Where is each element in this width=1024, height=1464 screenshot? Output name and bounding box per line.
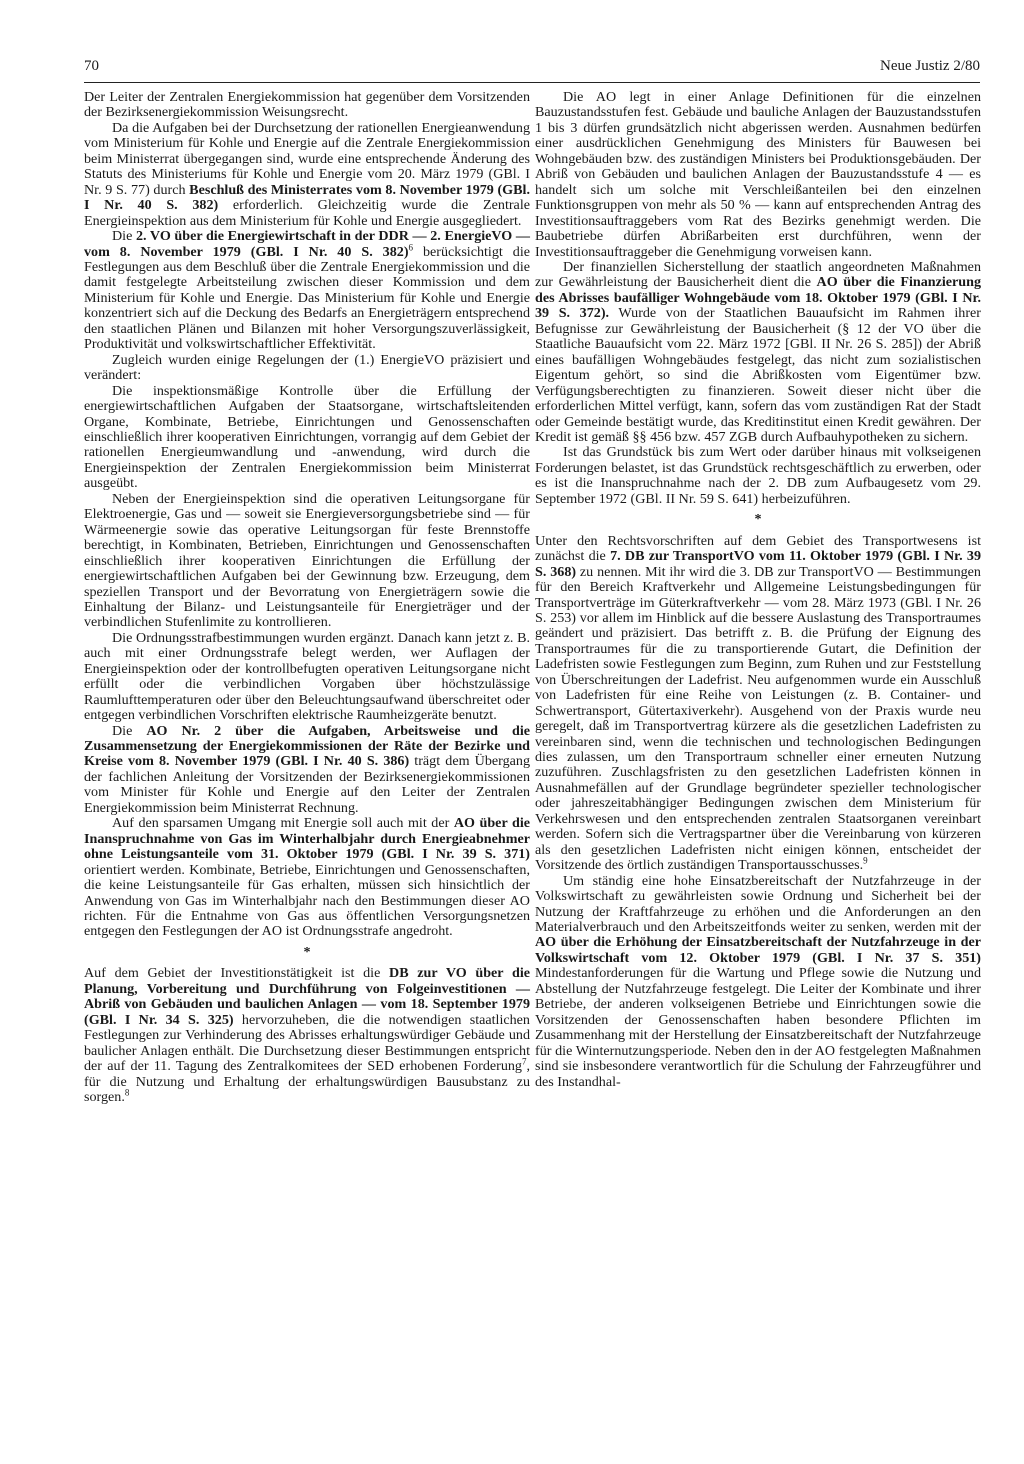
paragraph [535, 260, 981, 445]
footnote-ref: 7 [521, 1056, 527, 1067]
text-run: Neben der Energieinspektion sind die operativen Leitungsorgane für Elektroenergie, Gas und — soweit sie Energieversorgungsbetriebe sind — für Wärmeenergie sowie das operative Leitungsorgan für feste Brennstoffe berechtigt, in Kombinaten, Betrieben, Einrichtungen und Genossenschaften einschließlich ihrer kooperativen Einrichtungen die Erfüllung der energiewirtschaftlichen Aufgaben bei der Gewinnung bzw. Erzeugung, dem speziellen Transport und der Bevorratung von Energieträgern sowie die Einhaltung der Bilanz- und Leistungsanteile für Energieträger und der verbindlichen Stufenlimite zu kontrollieren. [84, 490, 530, 631]
paragraph [535, 534, 981, 874]
text-run: Auf dem Gebiet der Investitionstätigkeit ist die [84, 965, 390, 982]
text-run: berücksichtigt die Festlegungen aus dem Beschluß über die Zentrale Energiekommission und die damit festgelegte Arbeitsteilung zwischen dieser Kommission und dem Ministerium für Kohle und Energie. Das Ministerium für Kohle und Energie konzentriert sich auf die Deckung des Bedarfs an Energieträgern entsprechend den staatlichen Plänen und Bilanzen mit hoher Versorgungszuverlässigkeit, Produktivität und volkswirtschaftlicher Effektivität. [84, 243, 530, 353]
text-run: Der finanziellen Sicherstellung der staatlich angeordneten Maßnahmen zur Gewährleistung der Bausicherheit dient die [535, 258, 981, 291]
left-column [84, 90, 530, 1105]
text-run: Die inspektionsmäßige Kontrolle über die Erfüllung der energiewirtschaftlichen Aufgaben der Staatsorgane, wirtschaftsleitenden Organe, Kombinate, Betriebe, Einrichtungen und Genossenschaften einschließlich ihrer kooperativen Einrichtungen, vorrangig auf dem Gebiet der rationellen Energieumwandlung und -anwendung, wird durch die Energieinspektion der Zentralen Energiekommission beim Ministerrat ausgeübt. [84, 382, 530, 492]
journal-issue: Neue Justiz 2/80 [880, 58, 980, 74]
text-run: Wurde von der Staatlichen Bauaufsicht im Rahmen ihrer Befugnisse zur Gewährleistung der Bausicherheit (§ 12 der VO über die Staatliche Bauaufsicht vom 22. März 1972 [GBl. II Nr. 26 S. 285]) der Abriß eines baufälligen Wohngebäudes festgelegt, das nicht zum sozialistischen Eigentum gehört, so sind die Abrißkosten vom Eigentümer bzw. Verfügungsberechtigten zu finanzieren. Soweit dieser nicht über die erforderlichen Mittel verfügt, kann, sofern das vom zuständigen Rat der Stadt oder Gemeinde bestätigt wurde, das Kreditinstitut einen Kredit gewähren. Der Kredit ist gemäß §§ 456 bzw. 457 ZGB durch Aufbauhypotheken zu sichern. [535, 305, 981, 445]
page-header [84, 52, 980, 82]
paragraph [84, 966, 530, 1105]
paragraph [535, 874, 981, 1090]
paragraph [535, 445, 981, 507]
legal-citation: 2. VO über die Energiewirtschaft in der DDR — 2. EnergieVO — vom 8. November 1979 (GBl. I Nr. 40 S. 382) [84, 228, 530, 260]
paragraph [84, 631, 530, 724]
paragraph [84, 724, 530, 817]
text-run: Unter den Rechtsvorschriften auf dem Gebiet des Transportwesens ist zunächst die [535, 532, 981, 565]
text-run: Ist das Grundstück bis zum Wert oder darüber hinaus mit volkseigenen Forderungen belastet, ist das Grundstück rechtsgeschäftlich zu erwerben, oder es ist die Inanspruchnahme nach der 2. DB zum Aufbaugesetz vom 29. September 1972 (GBl. II Nr. 59 S. 641) herbeizuführen. [535, 444, 981, 507]
text-run: Zugleich wurden einige Regelungen der (1.) EnergieVO präzisiert und verändert: [84, 351, 530, 384]
footnote-ref: 6 [408, 241, 414, 252]
paragraph [84, 121, 530, 229]
header-rule [84, 82, 980, 83]
text-run: Auf den sparsamen Umgang mit Energie soll auch mit der [112, 815, 454, 832]
legal-citation: AO Nr. 2 über die Aufgaben, Arbeitsweise und die Zusammensetzung der Energiekommissionen der Räte der Bezirke und Kreise vom 8. November 1979 (GBl. I Nr. 40 S. 386) [84, 722, 530, 770]
footnote-ref: 8 [124, 1087, 130, 1098]
text-run: erforderlich. Gleichzeitig wurde die Zentrale Energieinspektion aus dem Ministerium für Kohle und Energie ausgegliedert. [84, 197, 530, 229]
legal-citation: AO über die Inanspruchnahme von Gas im Winterhalbjahr durch Energieabnehmer ohne Leistungsanteile vom 31. Oktober 1979 (GBl. I Nr. 39 S. 371) [84, 815, 530, 863]
text-run: Da die Aufgaben bei der Durchsetzung der rationellen Energieanwendung vom Ministerium für Kohle und Energie auf die Zentrale Energiekommission beim Ministerrat übergegangen sind, wurde eine entsprechende Änderung des Statuts des Ministeriums für Kohle und Energie vom 20. März 1979 (GBl. I Nr. 9 S. 77) durch [84, 119, 530, 198]
legal-citation: AO über die Finanzierung des Abrisses baufälliger Wohngebäude vom 18. Oktober 1979 (GBl. I Nr. 39 S. 372). [535, 274, 981, 322]
legal-citation: 7. DB zur TransportVO vom 11. Oktober 1979 (GBl. I Nr. 39 S. 368) [535, 548, 981, 580]
text-run: orientiert werden. Kombinate, Betriebe, Einrichtungen und Genossenschaften, die keine Leistungsanteile für Gas erhalten, müssen sich hinsichtlich der Anwendung von Gas im Winterhalbjahr nach den Bestimmungen dieser AO richten. Für die Entnahme von Gas aus öffentlichen Versorgungsnetzen entgegen den Festlegungen der AO ist Ordnungsstrafe angedroht. [84, 861, 530, 940]
page-number: 70 [84, 58, 99, 74]
text-run: * [754, 511, 762, 528]
text-run: * [303, 943, 311, 960]
legal-citation: DB zur VO über die Planung, Vorbereitung und Durchführung von Folgeinvestitionen — Abriß von Gebäuden und baulichen Anlagen — vom 18. September 1979 (GBl. I Nr. 34 S. 325) [84, 965, 530, 1028]
paragraph [84, 384, 530, 492]
paragraph [84, 90, 530, 121]
footnote-ref: 9 [863, 855, 868, 866]
paragraph [84, 816, 530, 940]
text-run: Mindestanforderungen für die Wartung und Pflege sowie die Nutzung und Abstellung der Nutzfahrzeuge festgelegt. Die Leiter der Kombinate und ihrer Betriebe, der anderen volkseigenen Betriebe und Einrichtungen sowie die Vorsitzenden der Genossenschaften haben besondere Pflichten im Zusammenhang mit der Herstellung der Einsatzbereitschaft der Nutzfahrzeuge für die Winternutzungsperiode. Neben den in der AO festgelegten Maßnahmen sind sie insbesondere verantwortlich für die Schulung der Fahrzeugführer und des Instandhal- [535, 965, 981, 1090]
legal-citation: AO über die Erhöhung der Einsatzbereitschaft der Nutzfahrzeuge in der Volkswirtschaft vom 12. Oktober 1979 (GBl. I Nr. 37 S. 351) [535, 934, 981, 966]
text-run: Die Ordnungsstrafbestimmungen wurden ergänzt. Danach kann jetzt z. B. auch mit einer Ordnungsstrafe belegt werden, wer Auflagen der Energieinspektion oder der kontrollbefugten operativen Leitungsorgane nicht erfüllt oder die verbindlichen Vorgaben über höchstzulässige Raumlufttemperaturen oder über den Beleuchtungsaufwand überschreitet oder entgegen verbindlichen Vorschriften elektrische Raumheizgeräte benutzt. [84, 629, 530, 724]
text-run: Die AO legt in einer Anlage Definitionen für die einzelnen Bauzustandsstufen fest. Gebäude und bauliche Anlagen der Bauzustandsstufen 1 bis 3 dürfen grundsätzlich nicht abgerissen werden. Ausnahmen bedürfen einer ausdrücklichen Genehmigung des Ministers für Bauwesen bei Wohngebäuden bzw. des zuständigen Ministers bei Produktionsgebäuden. Der Abriß von Gebäuden und baulichen Anlagen der Bauzustandsstufe 4 — es handelt sich um solche mit Verschleißanteilen bei den einzelnen Funktionsgruppen von mehr als 50 % — kann auf entsprechenden Antrag des Investitionsauftraggebers vom Rat des Bezirks genehmigt werden. Die Baubetriebe dürfen Abrißarbeiten erst durchführen, wenn der Investitionsauftraggeber die Genehmigung vorweisen kann. [535, 89, 981, 260]
section-separator [84, 945, 530, 960]
text-run: Die [112, 722, 147, 739]
paragraph [84, 353, 530, 384]
paragraph [84, 492, 530, 631]
text-run: trägt dem Übergang der fachlichen Anleitung der Vorsitzenden der Bezirksenergiekommissionen vom Minister für Kohle und Energie auf den Leiter der Zentralen Energiekommission beim Ministerrat Rechnung. [84, 753, 530, 816]
text-run: , für die Nutzung und Erhaltung der erhaltungswürdigen Bausubstanz zu sorgen. [84, 1058, 530, 1105]
text-run: Der Leiter der Zentralen Energiekommission hat gegenüber dem Vorsitzenden der Bezirksenergiekommission Weisungsrecht. [84, 89, 530, 121]
text-run: Die [112, 228, 136, 245]
right-column [535, 90, 981, 1090]
text-run: zu nennen. Mit ihr wird die 3. DB zur TransportVO — Bestimmungen für den Bereich Kraftverkehr und Allgemeine Leistungsbedingungen für Transportverträge im Güterkraftverkehr — vom 28. März 1973 (GBl. I Nr. 26 S. 253) vor allem im Hinblick auf die bessere Auslastung des Transportraumes geändert und präzisiert. Das betrifft z. B. die Prüfung der Eignung des Transportraumes für die zu transportierende Gutart, die Definition der Ladefristen sowie Festlegungen zum Beginn, zum Ruhen und zur Feststellung von Überschreitungen der Ladefrist. Neu aufgenommen wurde ein Ausschluß von Ladefristen für eine Reihe von Leistungen (z. B. Container- und Schwertransport, Gütertaxiverkehr). Ausgehend von der Praxis wurde neu geregelt, daß im Transportvertrag kürzere als die gesetzlichen Ladefristen zu vereinbaren sind, wenn die technischen und technologischen Bedingungen dies zulassen, um den Transportraum schneller einer erneuten Nutzung zuzuführen. Zuschlagsfristen zu den gesetzlichen Ladefristen können in Ausnahmefällen auf der Grundlage begründeter spezieller technologischer oder jahreszeitabhängiger Bedingungen zwischen dem Ministerium für Verkehrswesen und den entsprechenden zentralen Staatsorganen vereinbart werden. Sofern sich die Vertragspartner über die Vereinbarung von kürzeren als den gesetzlichen Ladefristen nicht einigen können, entscheidet der Vorsitzende des örtlich zuständigen Transportausschusses. [535, 563, 981, 874]
paragraph [535, 90, 981, 260]
legal-citation: Beschluß des Ministerrates vom 8. November 1979 (GBl. I Nr. 40 S. 382) [84, 181, 530, 214]
text-run: Um ständig eine hohe Einsatzbereitschaft der Nutzfahrzeuge in der Volkswirtschaft zu gewährleisten sowie Ordnung und Sicherheit bei der Nutzung der Kraftfahrzeuge zu erhöhen und die Anforderungen an den Materialverbrauch und den Arbeitszeitfonds weiter zu senken, werden mit der [535, 872, 981, 936]
paragraph [84, 229, 530, 353]
text-run: hervorzuheben, die die notwendigen staatlichen Festlegungen zur Verhinderung des Abrisses erhaltungswürdiger Gebäude und baulicher Anlagen enthält. Die Durchsetzung dieser Bestimmungen entspricht der auf der 11. Tagung des Zentralkomitees der SED erhobenen Forderung [84, 1011, 530, 1075]
section-separator [535, 512, 981, 527]
